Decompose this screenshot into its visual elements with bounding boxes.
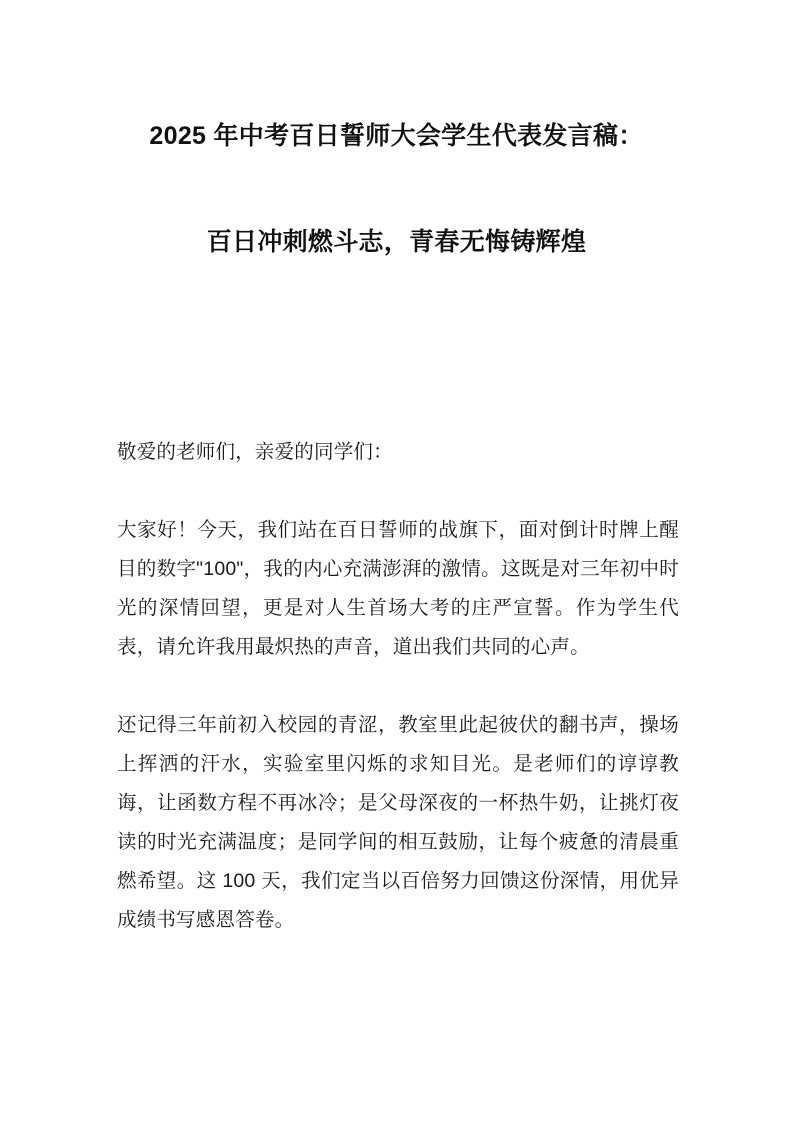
page-title-line-1: 2025 年中考百日誓师大会学生代表发言稿： <box>149 122 644 150</box>
body-paragraph-2: 还记得三年前初入校园的青涩，教室里此起彼伏的翻书声，操场上挥洒的汗水，实验室里闪烁的求知目光。是老师们的谆谆教诲，让函数方程不再冰冷；是父母深夜的一杯热牛奶，让挑灯夜读的时光充满温度；是同学间的相互鼓励，让每个疲惫的清晨重燃希望。这 100 天，我们定当以百倍努力回馈这份深情，用优异成绩书写感恩答卷。 <box>117 714 679 931</box>
document-title-block <box>0 118 793 277</box>
page-title-line-2: 百日冲刺燃斗志，青春无悔铸辉煌 <box>206 228 587 257</box>
body-paragraph-1: 大家好！今天，我们站在百日誓师的战旗下，面对倒计时牌上醒目的数字"100"，我的内心充满澎湃的激情。这既是对三年初中时光的深情回望，更是对人生首场大考的庄严宣誓。作为学生代表，请允许我用最炽热的声音，道出我们共同的心声。 <box>117 519 679 658</box>
salutation-line: 敬爱的老师们，亲爱的同学们： <box>117 441 393 463</box>
document-body <box>117 433 679 940</box>
